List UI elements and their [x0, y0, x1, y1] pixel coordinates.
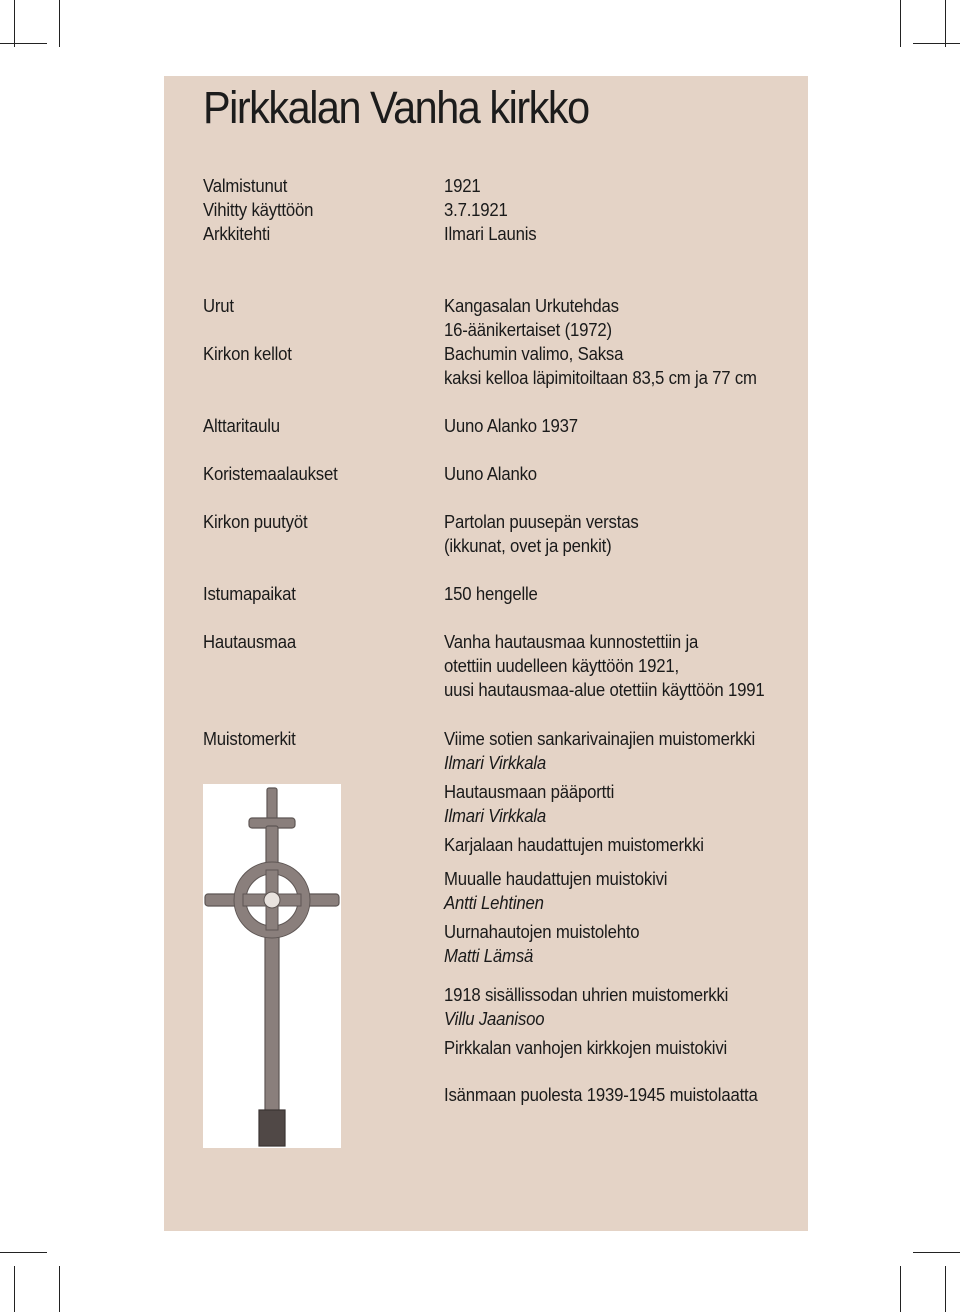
label-decorations: Koristemaalaukset [203, 464, 338, 484]
label-consecrated: Vihitty käyttöön [203, 200, 314, 220]
crop-mark [59, 0, 60, 47]
value-cemetery-line: Vanha hautausmaa kunnostettiin ja [444, 632, 699, 652]
memorial-artist: Ilmari Virkkala [444, 806, 547, 826]
memorial-name: 1918 sisällissodan uhrien muistomerkki [444, 985, 729, 1005]
crop-mark [913, 1252, 960, 1253]
page-title: Pirkkalan Vanha kirkko [203, 82, 589, 133]
value-woodwork-line: Partolan puusepän verstas [444, 512, 639, 532]
celtic-cross-icon [203, 784, 341, 1148]
memorial-artist: Ilmari Virkkala [444, 753, 547, 773]
value-bells-line: Bachumin valimo, Saksa [444, 344, 624, 364]
crop-mark [14, 1266, 15, 1312]
label-seats: Istumapaikat [203, 584, 296, 604]
memorial-artist: Matti Lämsä [444, 946, 534, 966]
value-bells-line: kaksi kelloa läpimitoiltaan 83,5 cm ja 77 cm [444, 368, 757, 388]
crop-mark [913, 43, 960, 44]
crop-mark [945, 0, 946, 47]
value-organ-line: Kangasalan Urkutehdas [444, 296, 619, 316]
crop-mark [900, 1266, 901, 1312]
crop-mark [900, 0, 901, 47]
label-memorials: Muistomerkit [203, 729, 296, 749]
crop-mark [945, 1266, 946, 1312]
value-cemetery-line: uusi hautausmaa-alue otettiin käyttöön 1991 [444, 680, 765, 700]
crop-mark [14, 0, 15, 47]
label-altarpiece: Alttaritaulu [203, 416, 280, 436]
value-architect: Ilmari Launis [444, 224, 537, 244]
memorial-name: Pirkkalan vanhojen kirkkojen muistokivi [444, 1038, 728, 1058]
label-completed: Valmistunut [203, 176, 288, 196]
label-bells: Kirkon kellot [203, 344, 292, 364]
cross-memorial-image [203, 784, 341, 1148]
label-woodwork: Kirkon puutyöt [203, 512, 308, 532]
memorial-artist: Villu Jaanisoo [444, 1009, 545, 1029]
label-organ: Urut [203, 296, 234, 316]
crop-mark [59, 1266, 60, 1312]
label-architect: Arkkitehti [203, 224, 270, 244]
crop-mark [0, 43, 47, 44]
memorial-artist: Antti Lehtinen [444, 893, 544, 913]
value-altarpiece: Uuno Alanko 1937 [444, 416, 578, 436]
memorial-name: Viime sotien sankarivainajien muistomerkki [444, 729, 756, 749]
memorial-name: Uurnahautojen muistolehto [444, 922, 640, 942]
memorial-name: Isänmaan puolesta 1939-1945 muistolaatta [444, 1085, 758, 1105]
value-completed: 1921 [444, 176, 481, 196]
value-woodwork-line: (ikkunat, ovet ja penkit) [444, 536, 612, 556]
memorial-name: Muualle haudattujen muistokivi [444, 869, 668, 889]
value-consecrated: 3.7.1921 [444, 200, 508, 220]
value-organ-line: 16-äänikertaiset (1972) [444, 320, 612, 340]
memorial-name: Karjalaan haudattujen muistomerkki [444, 835, 704, 855]
label-cemetery: Hautausmaa [203, 632, 297, 652]
value-decorations: Uuno Alanko [444, 464, 537, 484]
crop-mark [0, 1252, 47, 1253]
value-seats: 150 hengelle [444, 584, 538, 604]
value-cemetery-line: otettiin uudelleen käyttöön 1921, [444, 656, 679, 676]
memorial-name: Hautausmaan pääportti [444, 782, 615, 802]
